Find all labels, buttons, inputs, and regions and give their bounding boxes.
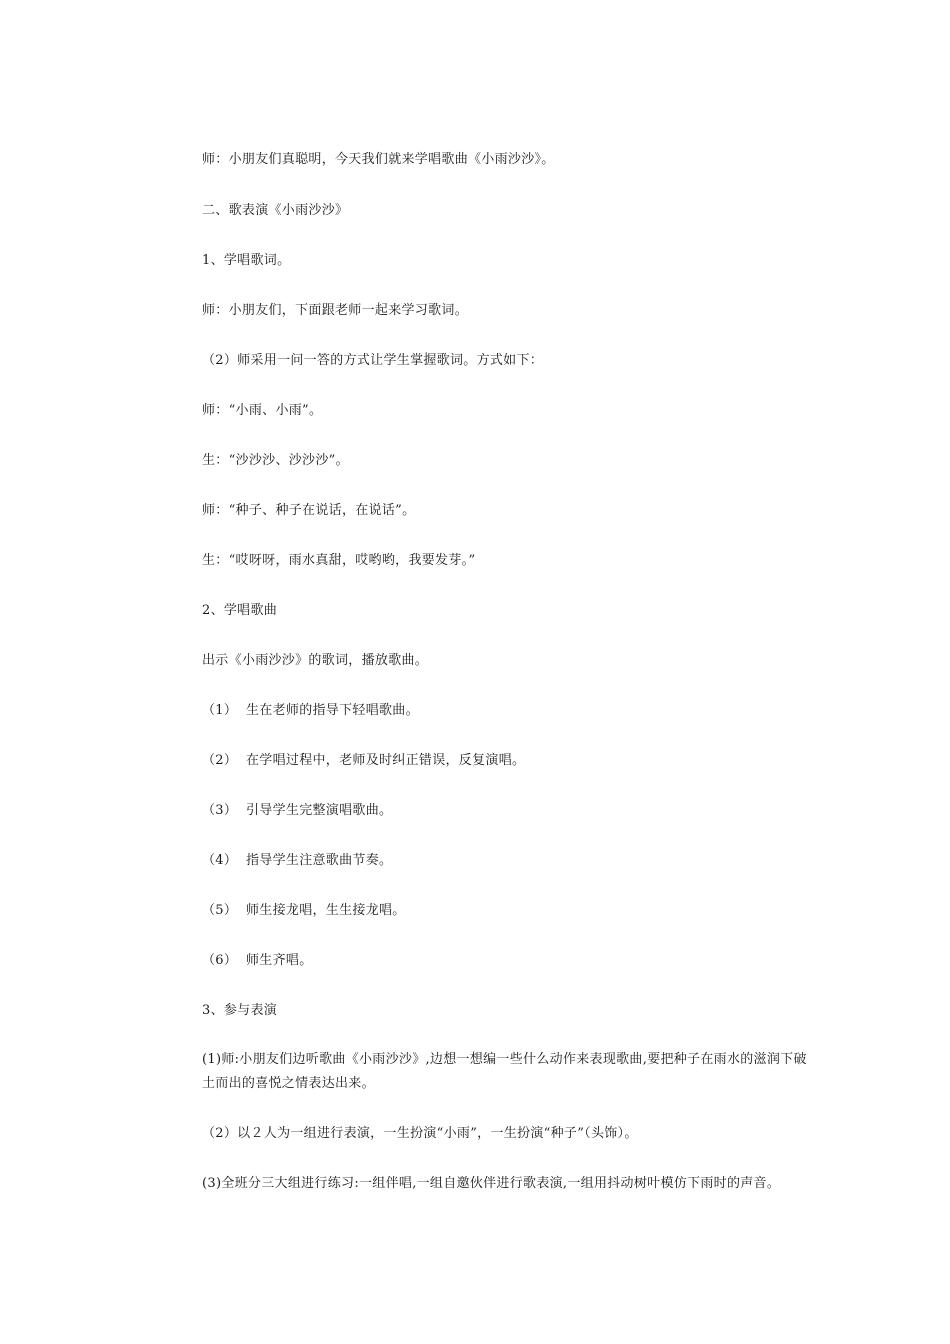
step-text: 在学唱过程中，老师及时纠正错误，反复演唱。 [246, 753, 526, 768]
dialogue-line: 师：“种子、种子在说话，在说话”。 [202, 503, 416, 518]
step-number: （2） [202, 753, 238, 768]
step-item [202, 753, 525, 769]
step-item [202, 853, 392, 869]
dialogue-line: 生：“沙沙沙、沙沙沙”。 [202, 453, 349, 468]
paragraph: (1)师:小朋友们边听歌曲《小雨沙沙》,边想一想编一些什么动作来表现歌曲,要把种子在雨水的滋润下破土而出的喜悦之情表达出来。 [202, 1052, 807, 1091]
step-item [202, 953, 313, 969]
step-item [202, 703, 419, 719]
sub-heading: 3、参与表演 [202, 1003, 278, 1018]
step-text: 指导学生注意歌曲节奏。 [246, 853, 393, 868]
step-number: （5） [202, 903, 238, 918]
step-text: 师生接龙唱，生生接龙唱。 [246, 903, 406, 918]
sub-heading: 1、学唱歌词。 [202, 253, 291, 268]
step-number: （3） [202, 803, 238, 818]
step-item [202, 903, 406, 919]
step-number: （6） [202, 953, 238, 968]
paragraph: (3)全班分三大组进行练习:一组伴唱,一组自邀伙伴进行歌表演,一组用抖动树叶模仿下雨时的声音。 [202, 1176, 781, 1191]
dialogue-line: 师：“小雨、小雨”。 [202, 403, 323, 418]
step-number: （4） [202, 853, 238, 868]
paragraph: （2）以２人为一组进行表演，一生扮演“小雨”，一生扮演“种子”（头饰）。 [202, 1126, 638, 1141]
step-text: 生在老师的指导下轻唱歌曲。 [246, 703, 419, 718]
text-line: 出示《小雨沙沙》的歌词，播放歌曲。 [202, 653, 429, 668]
step-text: 引导学生完整演唱歌曲。 [246, 803, 393, 818]
step-number: （1） [202, 703, 238, 718]
section-heading: 二、歌表演《小雨沙沙》 [202, 203, 349, 218]
text-line: 师：小朋友们真聪明，今天我们就来学唱歌曲《小雨沙沙》。 [202, 152, 555, 167]
sub-heading: 2、学唱歌曲 [202, 603, 278, 618]
dialogue-line: 生：“哎呀呀，雨水真甜，哎哟哟，我要发芽。” [202, 553, 476, 568]
step-item [202, 803, 392, 819]
step-text: 师生齐唱。 [246, 953, 313, 968]
text-line: （2）师采用一问一答的方式让学生掌握歌词。方式如下： [202, 353, 544, 368]
text-line: 师：小朋友们，下面跟老师一起来学习歌词。 [202, 303, 469, 318]
